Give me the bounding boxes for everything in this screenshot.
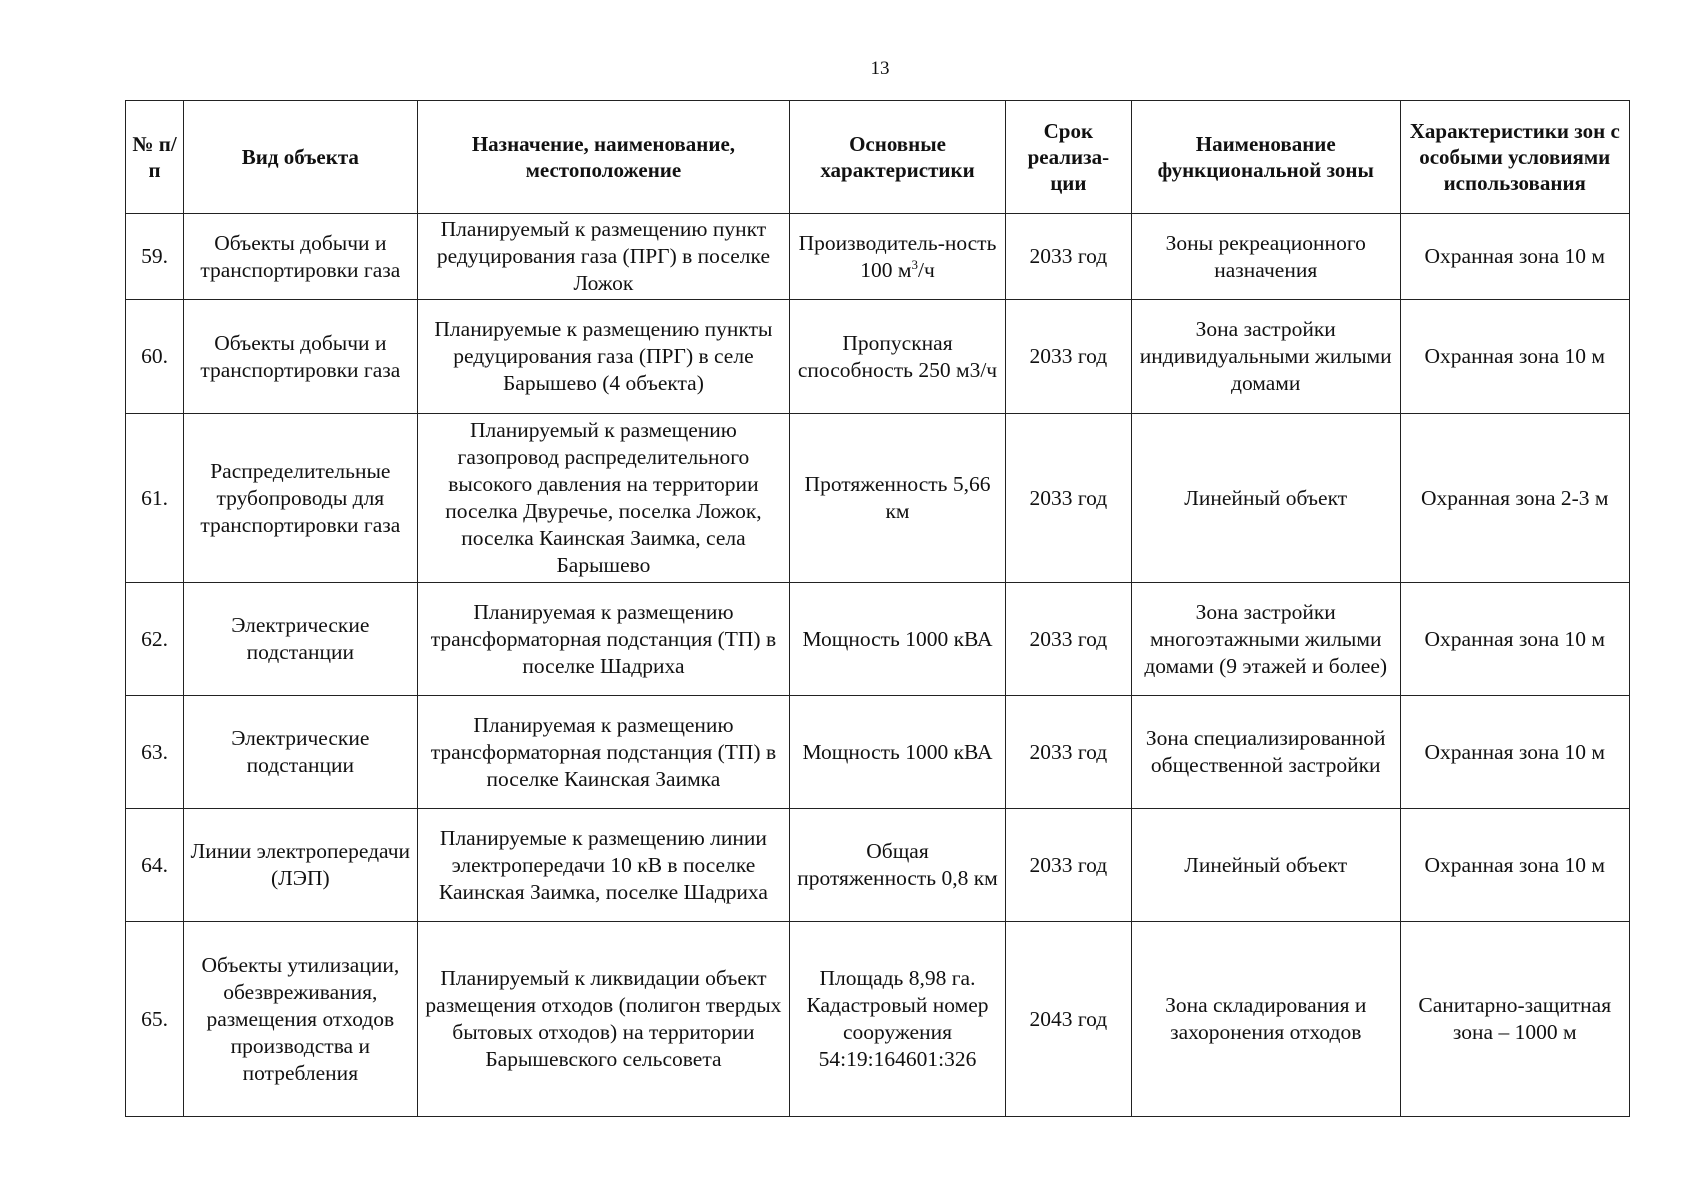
- header-special-zones: Характеристики зон с особыми условиями использования: [1400, 101, 1630, 214]
- table-row: [126, 809, 1630, 922]
- row-characteristics: Протяженность 5,66 км: [790, 414, 1005, 583]
- row-characteristics: Общая протяженность 0,8 км: [790, 809, 1005, 922]
- row-purpose: Планируемый к размещению газопровод распределительного высокого давления на территории поселка Двуречье, поселка Ложок, поселка Каинская Заимка, села Барышево: [417, 414, 790, 583]
- header-num: № п/п: [126, 101, 184, 214]
- row-term: 2033 год: [1005, 300, 1131, 414]
- row-special-zone: Охранная зона 10 м: [1400, 696, 1630, 809]
- table-row: [126, 300, 1630, 414]
- row-purpose: Планируемые к размещению линии электропередачи 10 кВ в поселке Каинская Заимка, поселке Шадриха: [417, 809, 790, 922]
- row-num: 61.: [126, 414, 184, 583]
- row-purpose: Планируемая к размещению трансформаторная подстанция (ТП) в поселке Каинская Заимка: [417, 696, 790, 809]
- row-purpose: Планируемые к размещению пункты редуцирования газа (ПРГ) в селе Барышево (4 объекта): [417, 300, 790, 414]
- row-special-zone: Охранная зона 10 м: [1400, 583, 1630, 696]
- table-row: [126, 414, 1630, 583]
- row-characteristics: [790, 214, 1005, 300]
- row-functional-zone: Линейный объект: [1131, 809, 1400, 922]
- row-purpose: Планируемый к ликвидации объект размещения отходов (полигон твердых бытовых отходов) на территории Барышевского сельсовета: [417, 922, 790, 1117]
- row-functional-zone: Зона специализированной общественной застройки: [1131, 696, 1400, 809]
- row-num: 60.: [126, 300, 184, 414]
- row-characteristics: Пропускная способность 250 м3/ч: [790, 300, 1005, 414]
- characteristics-unit-tail: /ч: [917, 257, 935, 282]
- row-characteristics: Площадь 8,98 га. Кадастровый номер сооружения 54:19:164601:326: [790, 922, 1005, 1117]
- row-num: 62.: [126, 583, 184, 696]
- row-num: 64.: [126, 809, 184, 922]
- header-purpose: Назначение, наименование, местоположение: [417, 101, 790, 214]
- row-purpose: Планируемая к размещению трансформаторная подстанция (ТП) в поселке Шадриха: [417, 583, 790, 696]
- header-row: [126, 101, 1630, 214]
- row-functional-zone: Зона застройки индивидуальными жилыми домами: [1131, 300, 1400, 414]
- row-special-zone: Охранная зона 10 м: [1400, 300, 1630, 414]
- row-term: 2043 год: [1005, 922, 1131, 1117]
- table-row: [126, 696, 1630, 809]
- row-functional-zone: Зоны рекреационного назначения: [1131, 214, 1400, 300]
- header-functional-zone: Наименование функциональной зоны: [1131, 101, 1400, 214]
- row-object-type: Объекты добычи и транспортировки газа: [184, 214, 417, 300]
- row-special-zone: Охранная зона 2-3 м: [1400, 414, 1630, 583]
- row-object-type: Распределительные трубопроводы для транспортировки газа: [184, 414, 417, 583]
- row-functional-zone: Зона складирования и захоронения отходов: [1131, 922, 1400, 1117]
- row-object-type: Объекты добычи и транспортировки газа: [184, 300, 417, 414]
- row-object-type: Линии электропередачи (ЛЭП): [184, 809, 417, 922]
- row-special-zone: Охранная зона 10 м: [1400, 809, 1630, 922]
- objects-table: [125, 100, 1630, 1117]
- table-row: [126, 583, 1630, 696]
- row-object-type: Электрические подстанции: [184, 696, 417, 809]
- row-purpose: Планируемый к размещению пункт редуцирования газа (ПРГ) в поселке Ложок: [417, 214, 790, 300]
- row-characteristics: Мощность 1000 кВА: [790, 583, 1005, 696]
- row-functional-zone: Зона застройки многоэтажными жилыми домами (9 этажей и более): [1131, 583, 1400, 696]
- row-object-type: Электрические подстанции: [184, 583, 417, 696]
- table-row: [126, 922, 1630, 1117]
- row-num: 65.: [126, 922, 184, 1117]
- table-row: [126, 214, 1630, 300]
- row-term: 2033 год: [1005, 809, 1131, 922]
- header-term: Срок реализа-ции: [1005, 101, 1131, 214]
- row-object-type: Объекты утилизации, обезвреживания, размещения отходов производства и потребления: [184, 922, 417, 1117]
- header-characteristics: Основные характеристики: [790, 101, 1005, 214]
- header-object-type: Вид объекта: [184, 101, 417, 214]
- row-term: 2033 год: [1005, 214, 1131, 300]
- row-term: 2033 год: [1005, 414, 1131, 583]
- characteristics-text: Производитель-ность 100 м: [798, 230, 997, 282]
- row-special-zone: Охранная зона 10 м: [1400, 214, 1630, 300]
- row-term: 2033 год: [1005, 583, 1131, 696]
- row-term: 2033 год: [1005, 696, 1131, 809]
- row-functional-zone: Линейный объект: [1131, 414, 1400, 583]
- row-special-zone: Санитарно-защитная зона – 1000 м: [1400, 922, 1630, 1117]
- row-characteristics: Мощность 1000 кВА: [790, 696, 1005, 809]
- superscript: 3: [911, 256, 918, 272]
- page-number: 13: [870, 58, 890, 79]
- row-num: 63.: [126, 696, 184, 809]
- row-num: 59.: [126, 214, 184, 300]
